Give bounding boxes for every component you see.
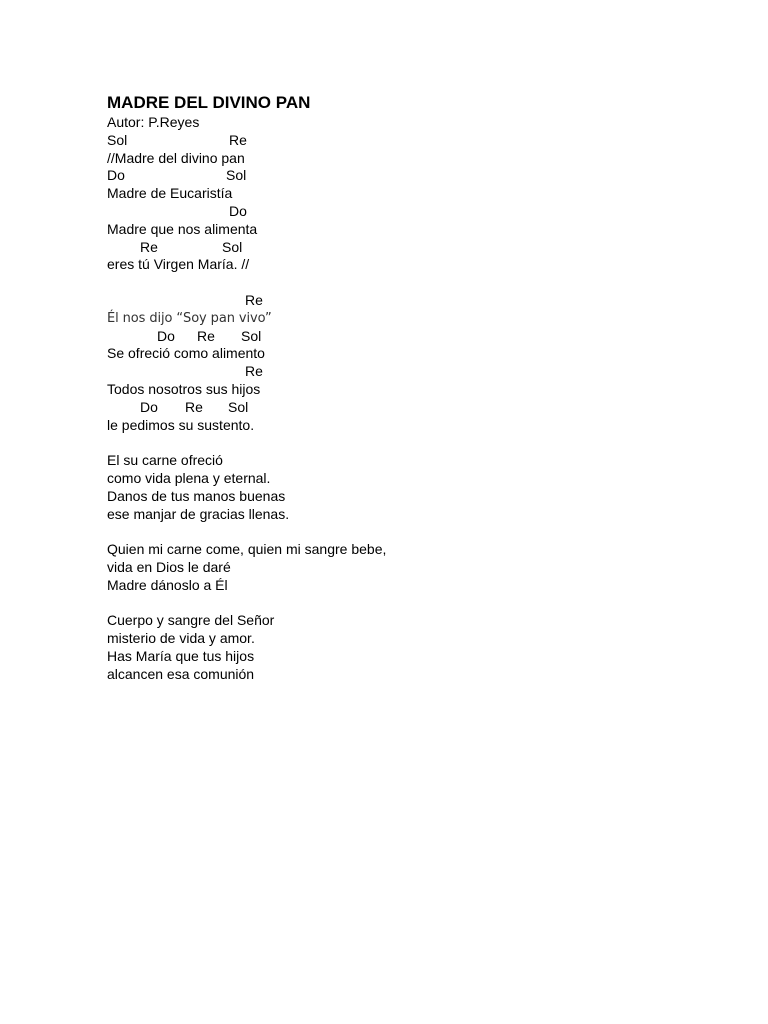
lyric-line: Quien mi carne come, quien mi sangre bebe,: [107, 541, 387, 558]
song-author: Autor: P.Reyes: [107, 114, 200, 130]
chord: Sol: [241, 327, 262, 344]
lyric-line: Todos nosotros sus hijos: [107, 380, 261, 397]
stanza-break: [107, 595, 727, 613]
chord-line: [107, 363, 727, 381]
chord-line: [107, 132, 727, 150]
lyric-line: misterio de vida y amor.: [107, 630, 255, 647]
lyric-line: Cuerpo y sangre del Señor: [107, 612, 275, 629]
chord: Do: [157, 327, 175, 344]
song-title: MADRE DEL DIVINO PAN: [107, 93, 311, 112]
song-sheet: [107, 92, 727, 684]
chord-line: [107, 203, 727, 221]
lyric-line: Madre dánoslo a Él: [107, 576, 228, 593]
chord: Re: [245, 291, 263, 308]
lyric-line: alcancen esa comunión: [107, 665, 255, 682]
stanza-break: [107, 434, 727, 452]
lyric-line: Se ofreció como alimento: [107, 345, 265, 362]
lyric-line: Madre de Eucaristía: [107, 185, 233, 202]
chord: Sol: [222, 238, 243, 255]
chord: Re: [185, 398, 203, 415]
chord: Do: [140, 398, 158, 415]
chord-line: [107, 239, 727, 257]
lyric-line: Madre que nos alimenta: [107, 220, 258, 237]
chord-line: [107, 292, 727, 310]
chord: Re: [229, 131, 247, 148]
stanza-break: [107, 523, 727, 541]
lyric-line: El su carne ofreció: [107, 452, 223, 469]
chord: Re: [197, 327, 215, 344]
chord: Do: [229, 202, 247, 219]
chord-line: [107, 167, 727, 185]
lyric-line: Él nos dijo “Soy pan vivo”: [107, 310, 272, 326]
lyric-line: como vida plena y eternal.: [107, 469, 271, 486]
lyric-line: le pedimos su sustento.: [107, 416, 255, 433]
lyric-line: eres tú Virgen María. //: [107, 256, 250, 273]
chord: Re: [245, 363, 263, 380]
stanza-break: [107, 274, 727, 292]
lyric-line: //Madre del divino pan: [107, 149, 245, 166]
chord: Sol: [226, 167, 247, 184]
lyric-line: ese manjar de gracias llenas.: [107, 505, 290, 522]
chord: Sol: [228, 398, 249, 415]
chord: Sol: [107, 131, 128, 148]
chord-line: [107, 328, 727, 346]
lyric-line: vida en Dios le daré: [107, 558, 231, 575]
lyric-line: Danos de tus manos buenas: [107, 487, 286, 504]
chord: Do: [107, 167, 125, 184]
lyric-line: Has María que tus hijos: [107, 647, 255, 664]
chord-line: [107, 399, 727, 417]
chord: Re: [140, 238, 158, 255]
